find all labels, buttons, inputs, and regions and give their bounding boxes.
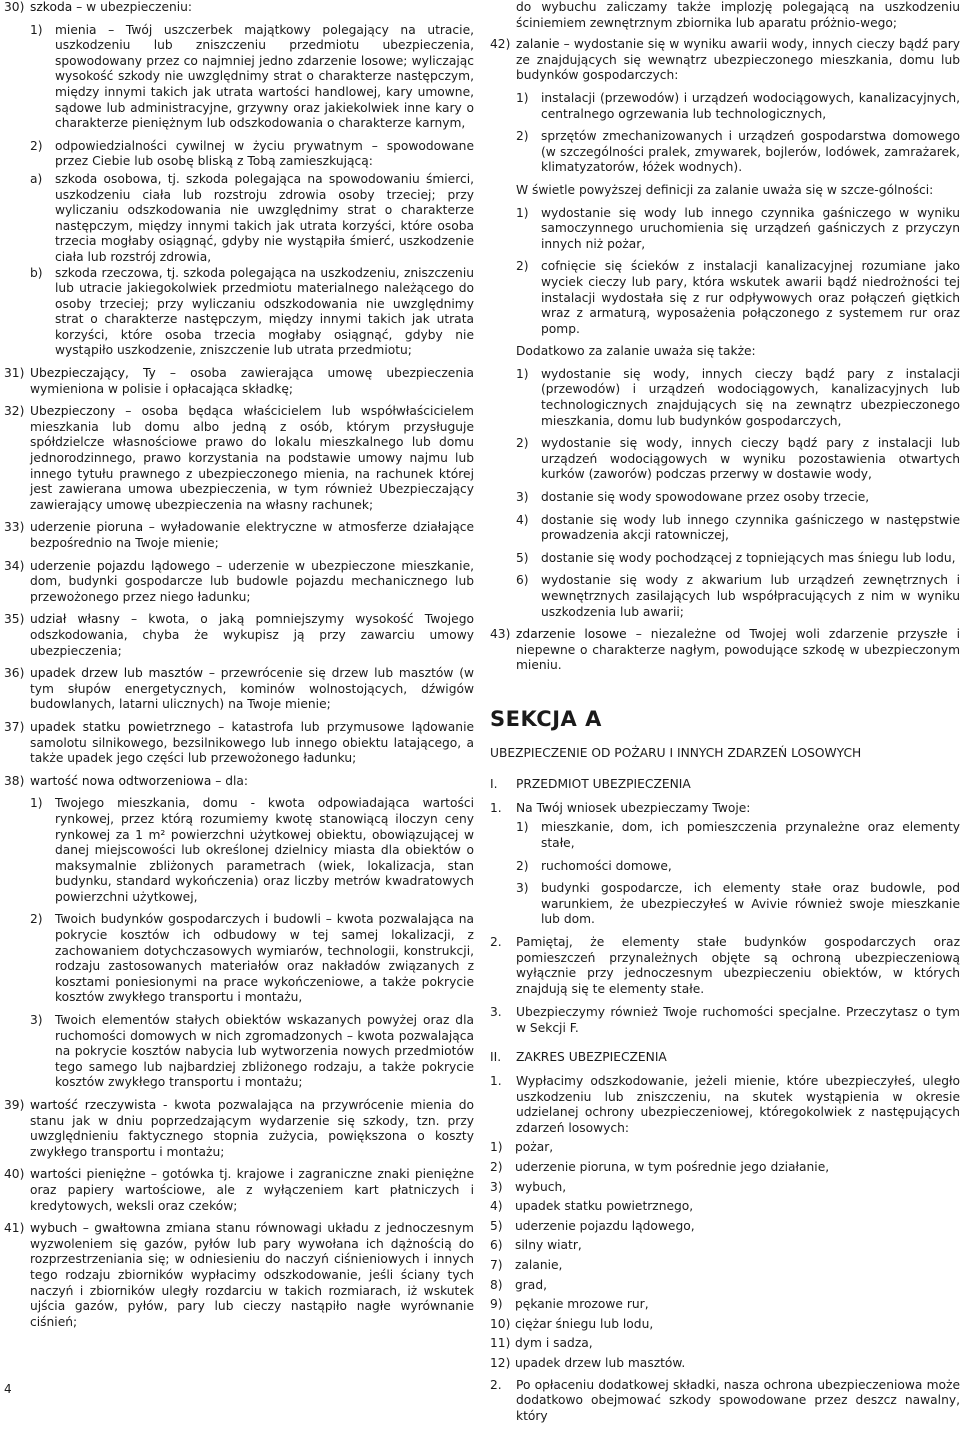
item-text: Ubezpieczymy również Twoje ruchomości specjalne. Przeczytasz o tym w Sekcji F. <box>516 1005 960 1035</box>
definition-text: - kwota pozwalająca na przywrócenie mienia do stanu jak w dniu poprzedzającym wydarzenie się szkody, tzn. przy uwzględnieniu faktycznego stopnia zużycia, powiększona o koszty zwykłego transportu i montażu; <box>30 1098 474 1159</box>
list-text: ciężar śniegu lub lodu, <box>515 1316 654 1331</box>
list-text: Twoich elementów stałych obiektów wskazanych powyżej oraz dla ruchomości domowych w nich zgromadzonych – kwota pozwalająca na pokrycie kosztów nabycia lub wytworzenia nowych przedmiotów tego samego lub najbardziej zbliżonego rodzaju, a także pokrycie kosztów zwykłego transportu i montażu; <box>55 1013 474 1090</box>
definition-31 <box>4 366 474 397</box>
definition-36 <box>4 666 474 713</box>
list-item <box>490 1297 960 1313</box>
numbered-item <box>490 1378 960 1425</box>
list-number: 3) <box>490 1179 503 1194</box>
list-number: 1) <box>30 796 43 811</box>
list-item <box>490 1258 960 1274</box>
list-item <box>516 436 960 483</box>
list-item <box>516 573 960 620</box>
list-text: szkoda osobowa, tj. szkoda polegająca na spowodowaniu śmierci, uszkodzeniu ciała lub rozstroju zdrowia osoby trzeciej; przy wyliczaniu odszkodowania nie uwzględnimy strat o charakterze następczym, między innymi takich jak utrata korzyści, które osoba trzecia mogłaby osiągnąć, gdyby nie wystąpiła śmierć, uszkodzenie ciała lub rozstrój zdrowia, <box>55 171 474 264</box>
list-number: 12) <box>490 1355 511 1370</box>
definition-number: 32) <box>4 404 25 419</box>
definition-term: wartość rzeczywista <box>30 1098 157 1112</box>
list-item <box>516 881 960 928</box>
list-item <box>516 259 960 337</box>
list-number: 6) <box>516 573 529 588</box>
list-text: grad, <box>515 1277 547 1292</box>
list-item <box>490 1336 960 1352</box>
definition-text: – gotówka tj. krajowe i zagraniczne znaki pieniężne oraz papiery wartościowe, ale z wyłączeniem kart płatniczych i kredytowych, weksli oraz czeków; <box>30 1167 474 1213</box>
left-column <box>4 0 474 1337</box>
list-text: wydostanie się wody, innych cieczy bądź pary z instalacji lub urządzeń wodociągowych w wyniku pozostawienia otwartych kurków (zaworów) podczas przerwy w dostawie wody, <box>541 436 960 482</box>
list-text: upadek statku powietrznego, <box>515 1199 694 1214</box>
definition-term: zalanie <box>516 37 560 52</box>
list-number: 1) <box>516 366 529 381</box>
item-text: Wypłacimy odszkodowanie, jeżeli mienie, które ubezpieczyłeś, uległo uszkodzeniu lub zniszczeniu, na skutek wystąpienia w okresie udzielanej ochrony ubezpieczeniowej, któregokolwiek z następujących zdarzeń losowych: <box>516 1074 960 1135</box>
list-number: 11) <box>490 1336 511 1351</box>
definition-33 <box>4 520 474 551</box>
list-text: pożar, <box>515 1140 554 1155</box>
list-item <box>516 490 960 506</box>
definition-text: – w ubezpieczeniu: <box>72 0 193 14</box>
list-item <box>516 859 960 875</box>
list-text: szkoda rzeczowa, tj. szkoda polegająca na uszkodzeniu, zniszczeniu lub utracie jakiegokolwiek przedmiotu materialnego należącego do osoby trzeciej; przy wyliczaniu odszkodowania nie uwzględnimy strat o charakterze następczym, między innymi takich jak utrata korzyści, które osoba trzecia mogłaby osiągnąć, gdyby nie wystąpiło uszkodzenie, zniszczenie lub utrata przedmiotu; <box>55 265 474 358</box>
list-item <box>490 1160 960 1176</box>
definition-text: – katastrofa lub przymusowe lądowanie samolotu silnikowego, bezsilnikowego lub innego obiektu latającego, a także upadek jego części lub przewożonego ładunku; <box>30 719 475 766</box>
list-text: sprzętów zmechanizowanych i urządzeń gospodarstwa domowego (w szczególności pralek, zmywarek, bojlerów, lodówek, zamrażarek, klimatyzatorów, łóżek wodnych). <box>541 129 960 175</box>
definition-text: – przewrócenie się drzew lub masztów (w tym słupów energetycznych, kominów wolnostojących, dźwigów budowlanych, latarni ulicznych) na Twoje mienie; <box>30 666 474 712</box>
list-item <box>30 172 474 266</box>
event-list <box>490 1140 960 1371</box>
list-letter: a) <box>30 171 43 186</box>
list-item <box>516 551 960 567</box>
list-text: mieszkanie, dom, ich pomieszczenia przynależne oraz elementy stałe, <box>541 820 960 850</box>
item-text: Na Twój wniosek ubezpieczamy Twoje: <box>516 800 751 815</box>
list-text: pękanie mrozowe rur, <box>515 1297 649 1312</box>
definition-37 <box>4 720 474 767</box>
definition-34 <box>4 559 474 606</box>
definition-41-continuation: do wybuchu zaliczamy także implozję polegającą na uszkodzeniu ściniemiem zewnętrznym zbiornika lub aparatu próżnio-wego; <box>516 0 960 30</box>
definition-text: – kwota, o jaką pomniejszymy wysokość Twojego odszkodowania, chyba że wykupisz ją przy zawarciu umowy ubezpieczenia; <box>30 612 474 658</box>
definition-42 <box>490 37 960 84</box>
definition-text: – osoba będąca właścicielem lub współwłaścicielem mieszkania lub domu albo jedną z osób, którym przysługuje spółdzielcze własnościowe prawo do lokalu mieszkalnego lub domu jednorodzinnego, prawo korzystania na podstawie umowy najmu lub innego tytułu prawnego z ubezpieczonego mienia, na rachunek której jest zawierana umowa ubezpieczenia, w tym również Ubezpieczający zawierający umowę ubezpieczenia na własny rachunek; <box>30 404 474 512</box>
list-number: 5) <box>490 1218 503 1233</box>
list-item <box>516 367 960 429</box>
definition-text: – osoba zawierająca umowę ubezpieczenia wymieniona w polisie i opłacająca składkę; <box>30 366 475 396</box>
definition-term: upadek drzew lub masztów <box>30 666 204 681</box>
definition-number: 39) <box>4 1098 25 1112</box>
definition-text: – wyładowanie elektryczne w atmosferze działające bezpośrednio na Twoje mienie; <box>30 520 474 550</box>
list-number: 7) <box>490 1258 503 1272</box>
list-text: wydostanie się wody z akwarium lub urządzeń zewnętrznych i wewnętrznych zasilających lub współpracujących z nim w wyniku uszkodzenia lub awarii; <box>541 573 960 619</box>
list-number: 2) <box>516 129 529 144</box>
list-number: 4) <box>516 512 529 527</box>
definition-term: Ubezpieczający, Ty <box>30 366 156 381</box>
definition-term: wartości pieniężne <box>30 1167 146 1182</box>
definition-number: 35) <box>4 612 25 627</box>
list-item <box>30 139 474 170</box>
section-subtitle: UBEZPIECZENIE OD POŻARU I INNYCH ZDARZEŃ LOSOWYCH <box>490 745 862 760</box>
definition-41 <box>4 1221 474 1330</box>
list-text: cofnięcie się ścieków z instalacji kanalizacyjnej rozumiane jako wyciek cieczy lub pary, która wskutek awarii bądź niedrożności tej instalacji wydostała się z rur odpływowych oraz połączeń giętkich wraz z armaturą, wyposażenia połączonego z systemem rur oraz pomp. <box>541 259 960 336</box>
item-sublist <box>516 820 960 928</box>
list-number: 1) <box>516 205 529 220</box>
list-number: 3) <box>30 1013 43 1028</box>
definition-42-sublist <box>516 91 960 620</box>
list-number: 3) <box>516 490 529 505</box>
definition-text: – gwałtowna zmiana stanu równowagi układu z jednoczesnym wyzwoleniem się gazów, pyłów lub pary wywołana ich dążnością do rozprzestrzeniania się; w odniesieniu do naczyń ciśnieniowych i innych tego rodzaju zbiorników wypłacimy odszkodowanie, jeśli ściany tych naczyń i zbiorników uległy rozdarciu w takich rozmiarach, iż wskutek ujścia gazów, pyłów, pary lub cieczy nastąpiło nagłe wyrównanie ciśnień; <box>30 1221 474 1329</box>
list-text: dostanie się wody pochodzącej z topniejących mas śniegu lub lodu, <box>541 550 956 565</box>
list-text: wydostanie się wody, innych cieczy bądź pary z instalacji (przewodów) i urządzeń wodociągowych, kanalizacyjnych lub technologicznych znajdujących się na zewnątrz ubezpieczonego mieszkania, domu lub budynków gospodarczych, <box>541 366 960 428</box>
list-number: 3) <box>516 881 529 896</box>
definition-number: 30) <box>4 0 25 14</box>
definition-number: 38) <box>4 773 25 788</box>
list-number: 2) <box>30 912 43 927</box>
definition-term: upadek statku powietrznego <box>30 719 211 734</box>
list-text: Twojego mieszkania, domu - kwota odpowiadająca wartości rynkowej, przez którą rozumiemy kwotę stanowiącą iloczyn ceny rynkowej za 1 m² powierzchni użytkowej obiektu, obowiązującej w danej miejscowości lub określonej dzielnicy miasta dla obiektów o maksymalnie zbliżonych parametrach (wiek, lokalizacja, stan budynku, standard wykończenia) oraz liczby metrów kwadratowych powierzchni użytkowej, <box>55 796 474 904</box>
chapter-title: PRZEDMIOT UBEZPIECZENIA <box>516 777 691 792</box>
definition-term: wartość nowa odtworzeniowa <box>30 773 212 788</box>
definition-number: 34) <box>4 558 25 573</box>
list-number: 2) <box>30 138 43 153</box>
definition-term: szkoda <box>30 0 73 14</box>
list-text: uderzenie pioruna, w tym pośrednie jego działanie, <box>515 1160 830 1175</box>
chapter-number: I. <box>490 777 498 792</box>
paragraph: Dodatkowo za zalanie uważa się także: <box>516 344 756 359</box>
list-text: uderzenie pojazdu lądowego, <box>515 1218 695 1233</box>
chapter-heading-1 <box>490 777 960 793</box>
definition-32 <box>4 404 474 513</box>
list-number: 5) <box>516 550 529 565</box>
list-text: upadek drzew lub masztów. <box>515 1355 686 1370</box>
numbered-item <box>490 1074 960 1136</box>
right-column <box>490 0 960 1432</box>
item-text: Pamiętaj, że elementy stałe budynków gospodarczych oraz pomieszczeń przynależnych objęte są ochroną ubezpieczeniową wyłącznie przy jednoczesnym ubezpieczeniu obiektów, w których znajdują się te elementy stałe. <box>516 934 960 996</box>
numbered-item <box>490 1005 960 1036</box>
list-number: 10) <box>490 1316 511 1331</box>
definition-text: – wydostanie się w wyniku awarii wody, innych cieczy bądź pary ze znajdujących się wewnątrz ubezpieczonego mieszkania, domu lub budynków gospodarczych: <box>516 37 960 83</box>
definition-38-sublist <box>30 796 474 1091</box>
list-item <box>516 91 960 122</box>
list-text: silny wiatr, <box>515 1238 582 1253</box>
list-item <box>490 1278 960 1294</box>
list-number: 1) <box>30 22 43 37</box>
definition-term: Ubezpieczony <box>30 404 116 419</box>
definition-text: – uderzenie w ubezpieczone mieszkanie, dom, budynki gospodarcze lub budowle pojazdu mechanicznego lub przewożonego przez niego ładunku; <box>30 558 475 604</box>
list-text: instalacji (przewodów) i urządzeń wodociągowych, kanalizacyjnych, centralnego ogrzewania lub technologicznych, <box>541 90 960 121</box>
item-number: 1. <box>490 1074 502 1089</box>
list-item <box>30 796 474 905</box>
list-text: dostanie się wody spowodowane przez osoby trzecie, <box>541 490 870 505</box>
list-number: 2) <box>516 436 529 451</box>
list-number: 2) <box>490 1160 503 1175</box>
list-text: wydostanie się wody lub innego czynnika gaśniczego w wyniku samoczynnego uruchomienia się urządzeń gaśniczych z przyczyn innych niż pożar, <box>541 205 960 251</box>
numbered-item <box>490 801 960 817</box>
list-number: 2) <box>516 858 529 873</box>
list-text: budynki gospodarcze, ich elementy stałe oraz budowle, pod warunkiem, że ubezpieczyłeś w Avivie również swoje mieszkanie lub dom. <box>541 881 960 927</box>
list-item <box>490 1238 960 1254</box>
list-text: odpowiedzialności cywilnej w życiu prywatnym – spowodowane przez Ciebie lub osobę bliską z Tobą zamieszkującą: <box>55 138 474 169</box>
list-item <box>490 1356 960 1372</box>
definition-35 <box>4 612 474 659</box>
definition-30-sublist <box>30 23 474 359</box>
list-item <box>30 266 474 360</box>
definition-number: 36) <box>4 666 25 681</box>
definition-number: 37) <box>4 719 25 734</box>
chapter-title: ZAKRES UBEZPIECZENIA <box>516 1050 667 1065</box>
list-text: dostanie się wody lub innego czynnika gaśniczego w następstwie prowadzenia akcji ratowniczej, <box>541 512 960 543</box>
list-item <box>516 513 960 544</box>
item-number: 3. <box>490 1005 502 1020</box>
list-number: 1) <box>516 820 529 835</box>
list-item <box>30 23 474 132</box>
definition-39 <box>4 1098 474 1160</box>
item-number: 2. <box>490 934 502 949</box>
list-text: mienia – Twój uszczerbek majątkowy polegający na utracie, uszkodzeniu lub zniszczeniu przedmiotu ubezpieczenia, spowodowany przez co najmniej jedno zdarzenie losowe; wyliczając wysokość szkody nie uwzględnimy strat o charakterze następczym, między innymi takich jak utrata wartości handlowej, kary umowne, sądowe lub administracyjne, grzywny oraz jakiekolwiek inne kary o charakterze pieniężnym lub odszkodowania o charakterze karnym, <box>55 22 474 131</box>
definition-number: 43) <box>490 627 511 642</box>
definition-text: – dla: <box>211 773 249 788</box>
numbered-item <box>490 935 960 997</box>
list-item <box>490 1317 960 1333</box>
list-text: ruchomości domowe, <box>541 858 672 873</box>
list-number: 1) <box>516 90 529 105</box>
list-text: zalanie, <box>515 1258 563 1272</box>
definition-term: uderzenie pojazdu lądowego <box>30 558 211 573</box>
list-number: 6) <box>490 1238 503 1253</box>
list-number: 1) <box>490 1140 503 1155</box>
definition-number: 42) <box>490 37 511 52</box>
definition-38 <box>4 774 474 790</box>
list-number: 8) <box>490 1277 503 1292</box>
chapter-heading-2 <box>490 1050 960 1066</box>
definition-number: 31) <box>4 366 25 381</box>
definition-30 <box>4 0 474 16</box>
item-number: 2. <box>490 1377 502 1392</box>
definition-number: 41) <box>4 1221 25 1236</box>
list-item <box>490 1199 960 1215</box>
definition-term: zdarzenie losowe <box>516 627 627 642</box>
definition-number: 40) <box>4 1167 25 1182</box>
list-number: 2) <box>516 259 529 274</box>
list-item <box>516 206 960 253</box>
definition-term: uderzenie pioruna <box>30 520 144 535</box>
list-text: dym i sadza, <box>515 1336 593 1351</box>
list-item <box>516 129 960 176</box>
list-number: 4) <box>490 1199 503 1214</box>
list-item <box>30 1013 474 1091</box>
chapter-number: II. <box>490 1050 502 1065</box>
definition-text: – niezależne od Twojej woli zdarzenie przyszłe i niepewne o charakterze nagłym, powodujące szkodę w ubezpieczonym mieniu. <box>516 627 960 673</box>
section-title: SEKCJA A <box>490 706 602 731</box>
list-item <box>516 820 960 851</box>
definition-43 <box>490 627 960 674</box>
item-number: 1. <box>490 800 502 815</box>
list-item <box>490 1219 960 1235</box>
list-letter: b) <box>30 265 43 280</box>
list-item <box>30 912 474 1006</box>
paragraph: W świetle powyższej definicji za zalanie uważa się w szcze-gólności: <box>516 182 934 197</box>
list-item <box>490 1140 960 1156</box>
definition-term: wybuch <box>30 1221 78 1236</box>
definition-number: 33) <box>4 520 25 535</box>
list-text: Twoich budynków gospodarczych i budowli – kwota pozwalająca na pokrycie kosztów ich odbudowy w tej samej lokalizacji, z zachowaniem dotychczasowych wymiarów, technologii, konstrukcji, rodzaju zastosowanych materiałów oraz nakładów związanych z kosztami poniesionymi na prace wykończeniowe, a także pokrycie kosztów zwykłego transportu i montażu, <box>55 912 474 1005</box>
list-number: 9) <box>490 1297 503 1312</box>
list-item <box>490 1180 960 1196</box>
page-number: 4 <box>4 1382 12 1396</box>
item-text: Po opłaceniu dodatkowej składki, nasza ochrona ubezpieczeniowa może dodatkowo obejmować szkody spowodowane przez deszcz nawalny, który <box>516 1377 960 1423</box>
definition-40 <box>4 1167 474 1214</box>
definition-term: udział własny <box>30 612 120 627</box>
list-text: wybuch, <box>515 1179 567 1194</box>
